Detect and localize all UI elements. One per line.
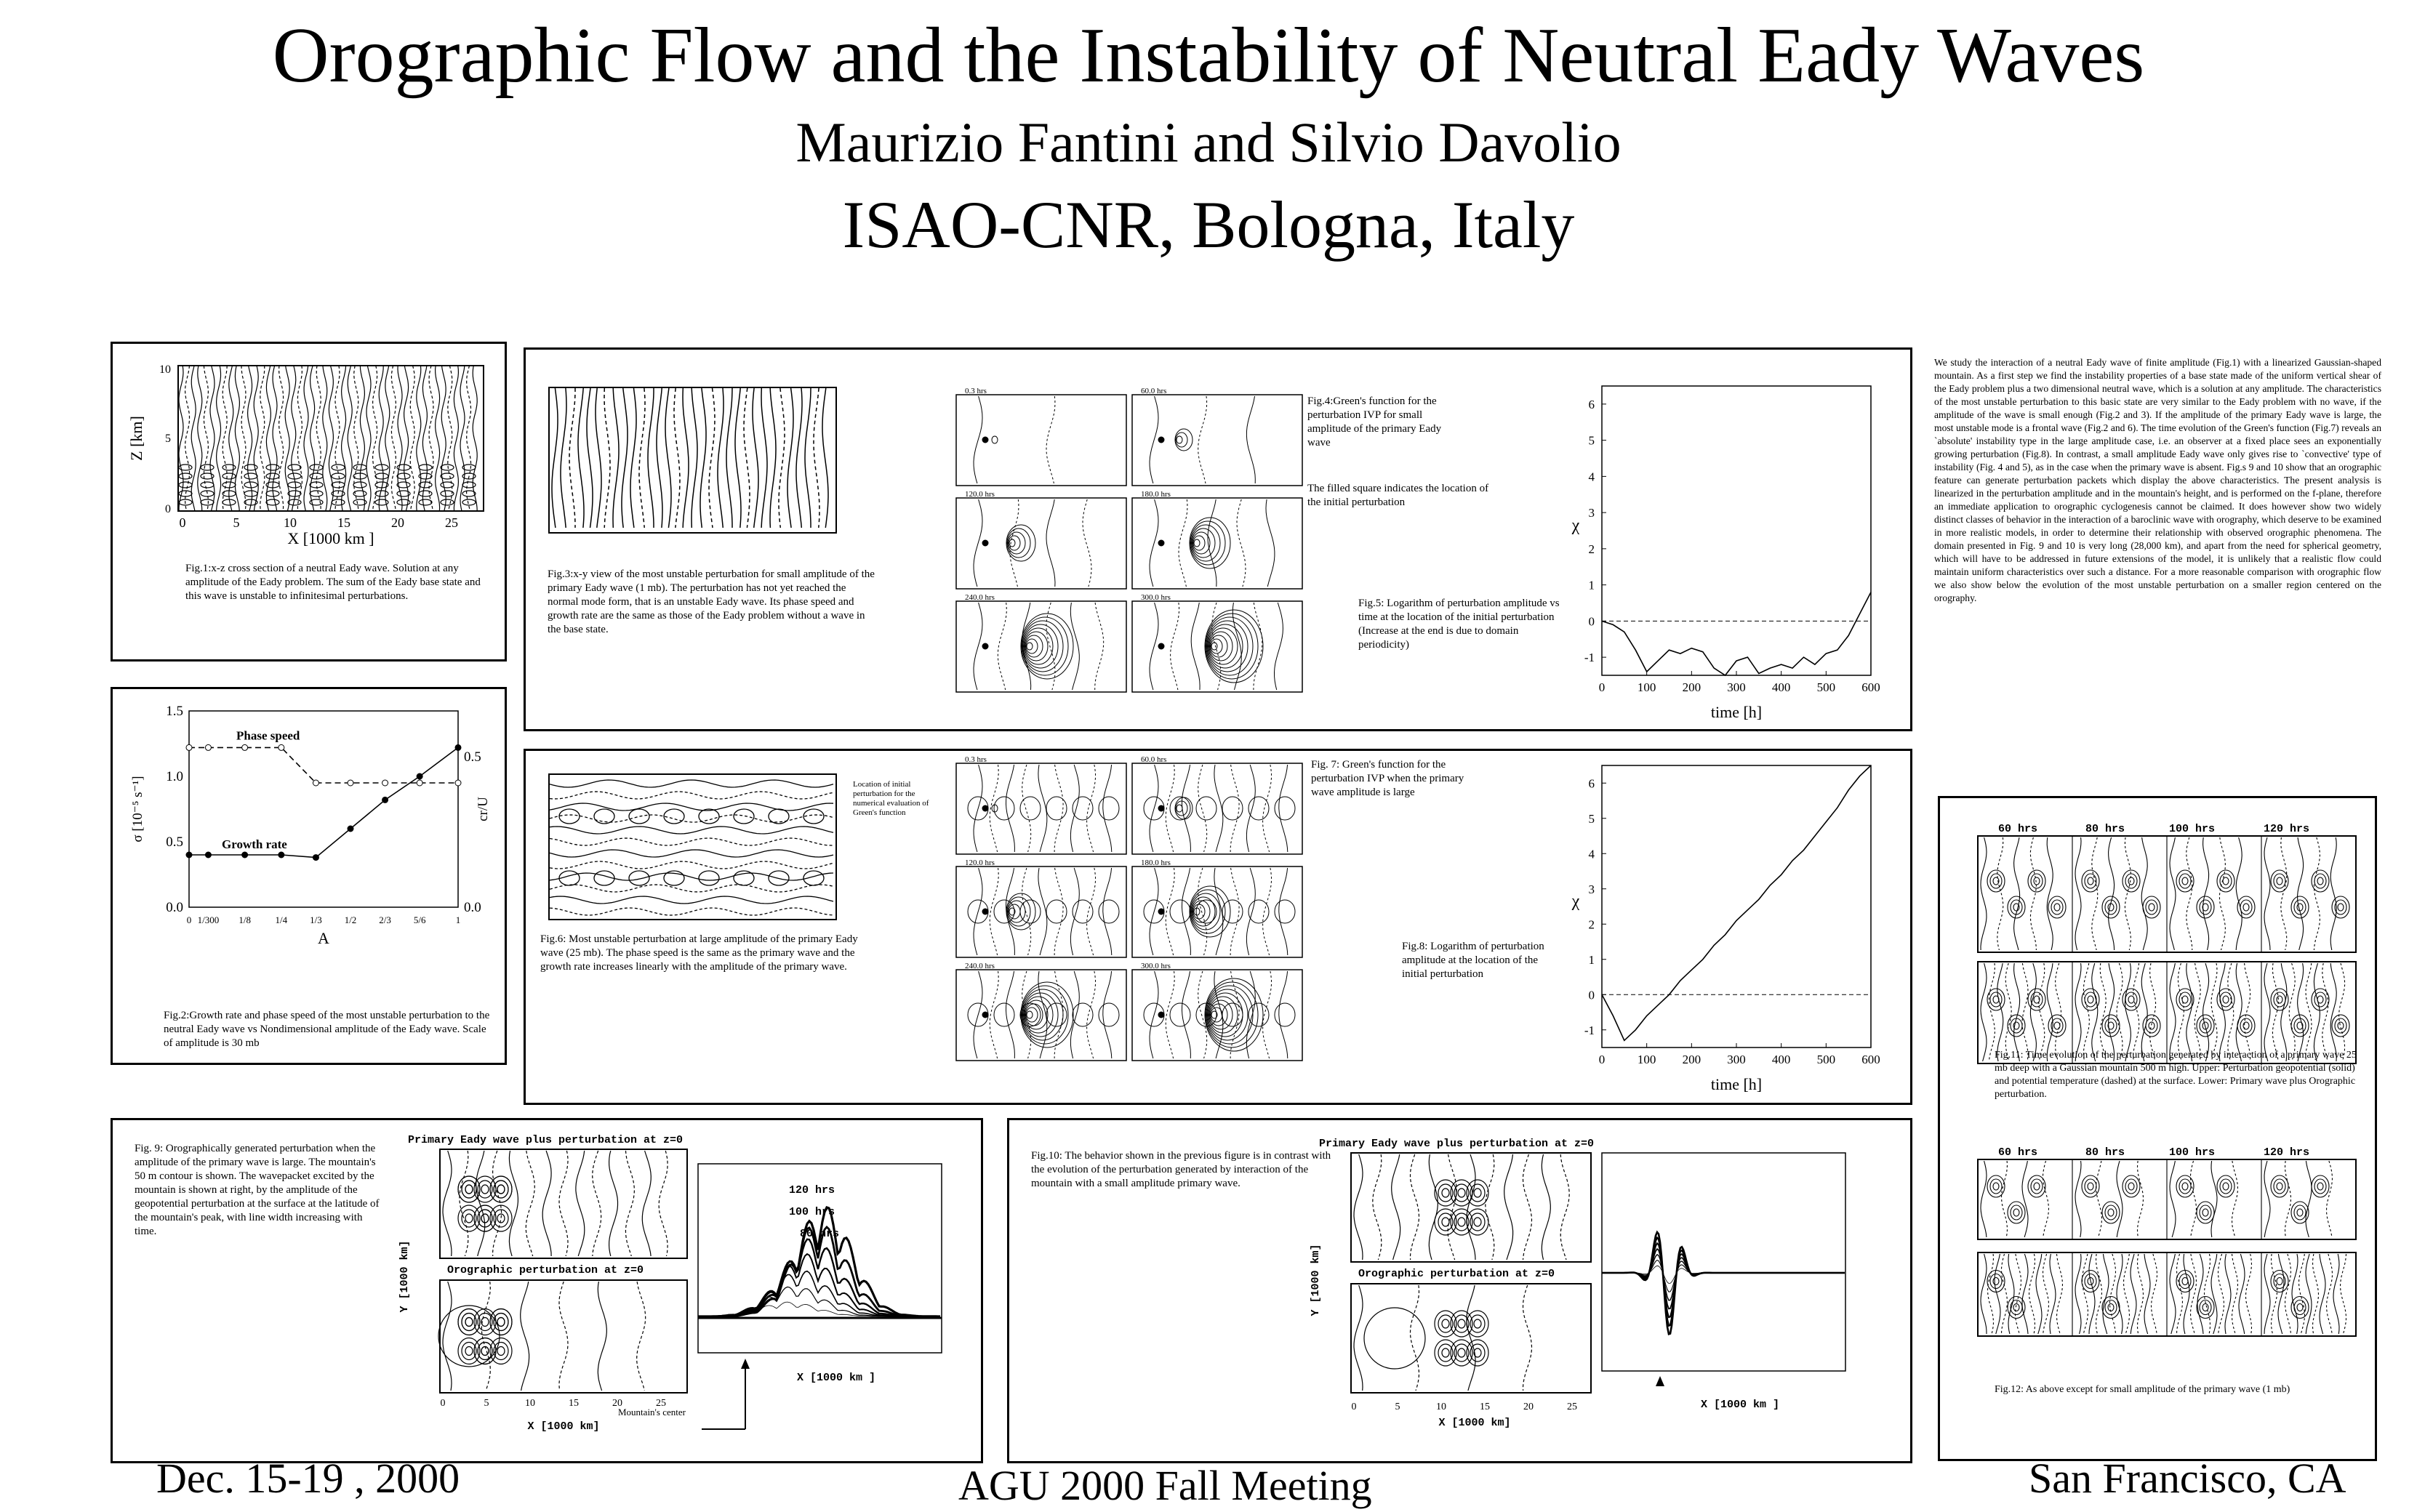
- fig9-bottom-label: Orographic perturbation at z=0: [446, 1264, 644, 1276]
- map-xtick: 20: [1523, 1402, 1534, 1412]
- fig6-unstable-perturbation: [548, 773, 838, 925]
- chart-xtick: 600: [1861, 1053, 1880, 1066]
- panel-fig3-5: [524, 347, 1912, 731]
- chart-xtick: 300: [1727, 1053, 1746, 1066]
- chart-series-line: [1602, 592, 1871, 675]
- fig2-point: [186, 852, 192, 858]
- fig1-ylabel: Z [km]: [127, 416, 145, 461]
- fig11-time-80: 80 hrs: [2085, 823, 2125, 835]
- fig2-ytick-left: 1.0: [166, 769, 183, 784]
- chart-xtick: 400: [1771, 1053, 1791, 1066]
- fig1-xtick: 10: [284, 515, 297, 530]
- fig10-caption: Fig.10: The behavior shown in the previous figure is in contrast with the evolution of the perturbation generated by interaction of the mountain with a small amplitude primary wave.: [1031, 1150, 1331, 1189]
- chart-ytick: 0: [1588, 614, 1595, 629]
- chart-xtick: 300: [1727, 680, 1746, 694]
- fig2-point: [186, 744, 192, 750]
- abstract-text: We study the interaction of a neutral Eady wave of finite amplitude (Fig.1) with a linearized Gaussian-shaped mountain. As a first step we find the instability properties of a base state made of the uniform vertical shear of the Eady problem plus a two dimensional neutral wave, which is a solution at any amplitude. The characteristics of the most unstable perturbation to this basic state are very similar to the Eady problem with no wave, if the amplitude of the wave is small enough (Fig.2 and 3). If the amplitude of the primary Eady wave is large, the most unstable mode is a frontal wave (Fig.2 and 6). The time evolution of the Green's function (Fig.7) reveals an `absolute' instability type in the large amplitude case, i.e. an observer at a fixed place sees an exponentially growing perturbation (Fig.8). In contrast, a small amplitude Eady wave only gives rise to `convective' type of instability (Fig. 4 and 5), as in the case when the primary wave is absent. Fig.s 9 and 10 show that an orographic feature can generate perturbation packets which display the above characteristics. The present analysis is linearized in the perturbation amplitude and in the mountain's height, and is performed on the f-plane, therefore an immediate application to orographic cyclogenesis cannot be claimed. It does however show two widely distinct classes of behavior in the interaction of a baroclinic wave with orography, which deserve to be examined in more realistic models, in order to determine their relationship with observed orographic phenomena. The domain presented in Fig. 9 and 10 is very long (28,000 km), and apart from the need for spherical geometry, which will have to be addressed in future extensions of the model, it is unlikely that a realistic flow could maintain uniform characteristics over such a distance. For a more reasonable comparison with orographic flow we also show below the evolution of the most unstable perturbation on a smaller region centered on the orography.: [1934, 357, 2381, 603]
- fig2-point: [455, 780, 461, 786]
- map-xtick: 5: [484, 1398, 489, 1409]
- fig2-point: [242, 744, 248, 750]
- fig2-growth-label: Growth rate: [222, 837, 287, 851]
- fig1-xtick: 20: [391, 515, 404, 530]
- fig2-xtick: 1: [455, 914, 461, 925]
- fig12-time-evolution: [1976, 1143, 2362, 1369]
- fig7-green-function-grid: [955, 755, 1304, 1074]
- fig11-caption: Fig.11: Time evolution of the perturbation generated by interaction of a primary wave 25 mb deep with a Gaussian mountain 500 m high. Upper: Perturbation geopotential (solid) and potential temperature (dashed) at the surface. Lower: Primary wave plus Orographic perturbation.: [1995, 1050, 2357, 1100]
- chart-xtick: 200: [1682, 680, 1701, 694]
- fig2-point: [382, 780, 388, 786]
- fig2-ytick-right: 0.5: [464, 749, 481, 765]
- fig10-top-label: Primary Eady wave plus perturbation at z=0: [1318, 1138, 1595, 1150]
- fig10-contour-maps: [1300, 1135, 1606, 1440]
- chart-series-line: [1602, 765, 1871, 1040]
- green-function-time-label: 60.0 hrs: [1141, 755, 1167, 764]
- panel-fig1: [111, 342, 507, 662]
- chart-ytick: -1: [1584, 1023, 1595, 1037]
- chart-xlabel: time [h]: [1710, 703, 1763, 721]
- mountain-center-label: Mountain's center: [618, 1407, 686, 1418]
- fig4-grid-svg: [955, 386, 1304, 706]
- fig2-ylabel-left: σ [10⁻⁵ s⁻¹]: [130, 776, 145, 843]
- fig2-phase-label: Phase speed: [236, 728, 300, 743]
- fig2-xtick: 1/300: [197, 914, 220, 925]
- chart-ytick: -1: [1584, 651, 1595, 665]
- map-xtick: 15: [1480, 1402, 1490, 1412]
- fig2-ytick-left: 0.0: [166, 900, 183, 915]
- map-xtick: 25: [1567, 1402, 1577, 1412]
- chart-xtick: 100: [1637, 1053, 1656, 1066]
- fig8-caption: Fig.8: Logarithm of perturbation amplitude at the location of the initial perturbation: [1402, 941, 1544, 980]
- fig1-xtick: 5: [233, 515, 240, 530]
- fig2-xtick: 0: [186, 914, 192, 925]
- fig2-point: [313, 855, 318, 861]
- chart-xtick: 200: [1682, 1053, 1701, 1066]
- fig1-caption: Fig.1:x-z cross section of a neutral Eady wave. Solution at any amplitude of the Eady problem. The sum of the Eady base state and this wave is unstable to infinitesimal perturbations.: [185, 563, 481, 602]
- chart-ylabel: χ: [1571, 516, 1580, 535]
- fig9-top-label: Primary Eady wave plus perturbation at z=0: [407, 1134, 684, 1146]
- fig9-caption: Fig. 9: Orographically generated perturbation when the amplitude of the primary wave is large. The mountain's 50 m contour is shown. The wavepacket excited by the mountain is shown at right, by the amplitude of the geopotential perturbation at the surface at the latitude of the mountain's peak, with line width increasing with time.: [135, 1143, 380, 1237]
- poster-authors: Maurizio Fantini and Silvio Davolio: [795, 110, 1622, 174]
- fig2-point: [278, 744, 284, 750]
- fig2-point: [417, 780, 422, 786]
- fig1-cross-section: [127, 358, 494, 547]
- fig6-location-note: Location of initial perturbation for the numerical evaluation of Green's function: [853, 780, 929, 817]
- fig9-ylabel: Y [1000 km]: [398, 1240, 411, 1313]
- fig2-xtick: 5/6: [413, 914, 426, 925]
- fig4-green-function-grid: [955, 386, 1304, 706]
- fig7-caption: Fig. 7: Green's function for the perturbation IVP when the primary wave amplitude is large: [1311, 759, 1464, 798]
- fig2-ytick-left: 1.5: [166, 704, 183, 719]
- map-xtick: 10: [1436, 1402, 1446, 1412]
- footer-location: San Francisco, CA: [2029, 1455, 2346, 1502]
- chart-xtick: 600: [1861, 680, 1880, 694]
- panel-fig11-12: [1938, 796, 2377, 1461]
- fig9-right-xlabel: X [1000 km ]: [796, 1372, 876, 1384]
- chart-ytick: 2: [1588, 542, 1595, 556]
- fig9-contour-maps: [389, 1131, 702, 1436]
- green-function-time-label: 240.0 hrs: [965, 962, 995, 970]
- fig2-xtick: 1/3: [310, 914, 322, 925]
- fig10-bottom-label: Orographic perturbation at z=0: [1358, 1268, 1555, 1280]
- fig11-time-evolution: [1976, 820, 2362, 1082]
- fig4-caption: Fig.4:Green's function for the perturbation IVP for small amplitude of the primary Eady wave: [1307, 395, 1442, 449]
- green-function-time-label: 120.0 hrs: [965, 490, 995, 499]
- fig2-xlabel: A: [318, 929, 329, 947]
- poster-title: Orographic Flow and the Instability of Neutral Eady Waves: [272, 12, 2145, 99]
- chart-xtick: 500: [1816, 680, 1836, 694]
- chart-ytick: 4: [1588, 847, 1595, 861]
- fig1-ytick: 5: [165, 433, 171, 445]
- fig7-grid-svg: [955, 755, 1304, 1074]
- chart-ytick: 6: [1588, 397, 1595, 411]
- fig2-point: [205, 852, 211, 858]
- chart-ytick: 3: [1588, 882, 1595, 896]
- fig6-caption: Fig.6: Most unstable perturbation at large amplitude of the primary Eady wave (25 mb). The phase speed is the same as the primary wave and the growth rate increases linearly with the amplitude of the primary wave.: [540, 933, 858, 973]
- map-xtick: 0: [1351, 1402, 1357, 1412]
- fig12-time-80: 80 hrs: [2085, 1146, 2125, 1159]
- panel-fig10: [1007, 1118, 1912, 1463]
- fig10-wavepacket: [1598, 1149, 1889, 1440]
- fig10-right-xlabel: X [1000 km ]: [1700, 1399, 1780, 1411]
- fig2-point: [348, 780, 353, 786]
- green-function-time-label: 240.0 hrs: [965, 593, 995, 602]
- chart-ytick: 0: [1588, 988, 1595, 1002]
- chart-xtick: 100: [1637, 680, 1656, 694]
- fig5-caption: Fig.5: Logarithm of perturbation amplitude vs time at the location of the initial perturbation (Increase at the end is due to domain periodicity): [1358, 598, 1560, 651]
- fig2-point: [242, 852, 248, 858]
- map-xtick: 20: [612, 1398, 622, 1409]
- fig9-label-120: 120 hrs: [789, 1184, 835, 1197]
- fig8-chart: [1566, 758, 1885, 1100]
- green-function-time-label: 120.0 hrs: [965, 858, 995, 867]
- fig11-time-120: 120 hrs: [2264, 823, 2310, 835]
- fig12-time-120: 120 hrs: [2264, 1146, 2310, 1159]
- fig2-point: [278, 852, 284, 858]
- footer-dates: Dec. 15-19 , 2000: [156, 1455, 460, 1502]
- fig2-point: [348, 826, 353, 832]
- green-function-time-label: 300.0 hrs: [1141, 962, 1171, 970]
- map-xtick: 15: [569, 1398, 579, 1409]
- fig12-caption: Fig.12: As above except for small amplitude of the primary wave (1 mb): [1995, 1384, 2290, 1395]
- fig10-xlabel: X [1000 km]: [1438, 1417, 1511, 1429]
- chart-xtick: 400: [1771, 680, 1791, 694]
- chart-xlabel: time [h]: [1710, 1075, 1763, 1093]
- fig3-xy-view: [548, 386, 838, 539]
- fig12-time-60: 60 hrs: [1998, 1146, 2038, 1159]
- fig2-point: [313, 780, 318, 786]
- fig9-xlabel: X [1000 km]: [527, 1420, 600, 1433]
- fig2-point: [205, 744, 211, 750]
- fig12-time-100: 100 hrs: [2169, 1146, 2216, 1159]
- chart-ytick: 4: [1588, 470, 1595, 484]
- fig9-label-80: 80 hrs: [800, 1228, 840, 1240]
- fig2-chart: [120, 704, 502, 951]
- fig2-point: [382, 797, 388, 803]
- fig2-xtick: 1/4: [275, 914, 288, 925]
- fig4-caption-note: The filled square indicates the location of the initial perturbation: [1307, 483, 1489, 508]
- chart-ytick: 6: [1588, 776, 1595, 791]
- green-function-time-label: 300.0 hrs: [1141, 593, 1171, 602]
- chart-ytick: 1: [1588, 952, 1595, 967]
- fig11-time-60: 60 hrs: [1998, 823, 2038, 835]
- chart-ylabel: χ: [1571, 892, 1580, 911]
- panel-fig6-8: [524, 749, 1912, 1105]
- fig1-xtick: 25: [445, 515, 458, 530]
- fig1-xtick: 15: [337, 515, 350, 530]
- fig9-label-100: 100 hrs: [789, 1206, 835, 1218]
- chart-xtick: 0: [1598, 1053, 1606, 1066]
- panel-fig9: [111, 1118, 983, 1463]
- fig3-caption: Fig.3:x-y view of the most unstable perturbation for small amplitude of the primary Eady wave (1 mb). The perturbation has not yet reached the normal mode form, that is an unstable Eady wave. Its phase speed and growth rate are the same as those of the Eady problem without a wave in the base state.: [548, 568, 875, 635]
- map-xtick: 0: [440, 1398, 446, 1409]
- poster-affiliation: ISAO-CNR, Bologna, Italy: [842, 188, 1575, 262]
- fig2-ylabel-right: cr/U: [476, 797, 491, 821]
- chart-xtick: 500: [1816, 1053, 1836, 1066]
- chart-ytick: 3: [1588, 506, 1595, 520]
- fig2-xtick: 1/2: [344, 914, 357, 925]
- footer-meeting: AGU 2000 Fall Meeting: [958, 1462, 1372, 1509]
- fig1-ytick: 10: [159, 363, 171, 376]
- fig5-chart: [1566, 379, 1885, 728]
- fig2-point: [455, 744, 461, 750]
- fig10-ylabel: Y [1000 km]: [1310, 1244, 1322, 1316]
- chart-xtick: 0: [1598, 680, 1606, 694]
- green-function-time-label: 180.0 hrs: [1141, 858, 1171, 867]
- green-function-time-label: 180.0 hrs: [1141, 490, 1171, 499]
- fig2-xtick: 1/8: [239, 914, 251, 925]
- green-function-time-label: 0.3 hrs: [965, 755, 987, 764]
- green-function-time-label: 60.0 hrs: [1141, 387, 1167, 395]
- chart-ytick: 1: [1588, 578, 1595, 592]
- fig11-time-100: 100 hrs: [2169, 823, 2216, 835]
- chart-ytick: 5: [1588, 811, 1595, 826]
- map-xtick: 25: [656, 1398, 666, 1409]
- map-xtick: 5: [1395, 1402, 1400, 1412]
- fig2-ytick-right: 0.0: [464, 900, 481, 915]
- fig1-xlabel: X [1000 km ]: [287, 529, 374, 547]
- fig1-ytick: 0: [165, 503, 171, 515]
- fig2-point: [417, 773, 422, 779]
- fig2-ytick-left: 0.5: [166, 835, 183, 850]
- green-function-time-label: 0.3 hrs: [965, 387, 987, 395]
- fig1-xtick: 0: [179, 515, 186, 530]
- fig2-xtick: 2/3: [379, 914, 391, 925]
- panel-fig2: [111, 687, 507, 1065]
- map-xtick: 10: [525, 1398, 535, 1409]
- fig2-caption: Fig.2:Growth rate and phase speed of the most unstable perturbation to the neutral Eady wave vs Nondimensional amplitude of the Eady wave. Scale of amplitude is 30 mb: [164, 1010, 490, 1049]
- chart-ytick: 2: [1588, 917, 1595, 932]
- fig9-wavepacket: [694, 1157, 971, 1447]
- chart-ytick: 5: [1588, 433, 1595, 448]
